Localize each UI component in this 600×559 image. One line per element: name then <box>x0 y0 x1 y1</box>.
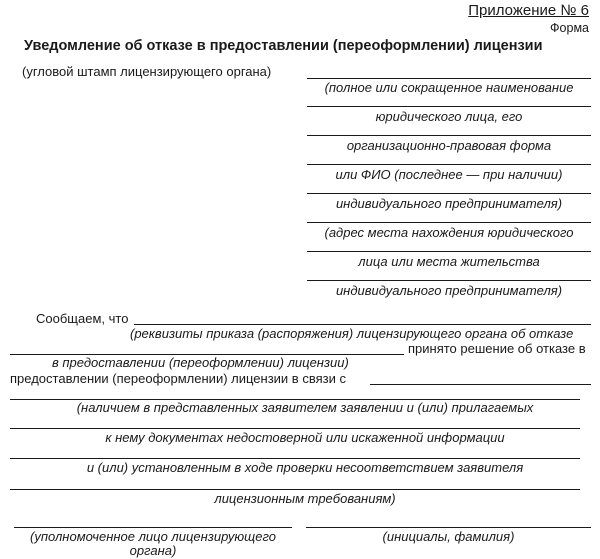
addressee-caption-2: юридического лица, его <box>375 109 523 124</box>
reason-caption-3: и (или) установленным в ходе проверки несоответствием заявителя <box>86 460 524 475</box>
official-caption-1: (уполномоченное лицо лицензирующего <box>30 529 276 544</box>
addressee-line-3 <box>307 135 591 136</box>
reason-caption-2: к нему документах недостоверной или искаженной информации <box>105 430 505 445</box>
addressee-line-1 <box>307 78 591 79</box>
addressee-caption-6: (адрес места нахождения юридического <box>324 225 574 240</box>
name-caption: (инициалы, фамилия) <box>382 529 515 544</box>
reason-caption-4: лицензионным требованиям) <box>214 491 396 506</box>
decision-text-2: предоставлении (переоформлении) лицензии в связи с <box>10 371 346 386</box>
inform-label: Сообщаем, что <box>36 311 129 326</box>
order-caption-2: в предоставлении (переоформлении) лицензии) <box>52 355 349 370</box>
addressee-line-6 <box>307 222 591 223</box>
addressee-caption-5: индивидуального предпринимателя) <box>335 196 563 211</box>
addressee-caption-7: лица или места жительства <box>358 254 540 269</box>
official-caption-2: органа) <box>129 543 177 558</box>
reason-line-3 <box>10 458 580 459</box>
addressee-caption-4: или ФИО (последнее — при наличии) <box>335 167 563 182</box>
addressee-caption-3: организационно-правовая форма <box>346 138 552 153</box>
addressee-line-7 <box>307 251 591 252</box>
order-line <box>134 324 591 325</box>
reason-line-2 <box>10 428 580 429</box>
addressee-line-5 <box>307 193 591 194</box>
addressee-caption-8: индивидуального предпринимателя) <box>335 283 563 298</box>
stamp-caption: (угловой штамп лицензирующего органа) <box>22 64 272 79</box>
addressee-line-8 <box>307 280 591 281</box>
official-signature-line <box>14 527 292 528</box>
addressee-line-2 <box>307 106 591 107</box>
name-signature-line <box>306 527 591 528</box>
document-title: Уведомление об отказе в предоставлении (переоформлении) лицензии <box>24 38 543 54</box>
addressee-caption-1: (полное или сокращенное наименование <box>324 80 574 95</box>
reason-line-4 <box>10 489 580 490</box>
appendix-label: Приложение № 6 <box>468 2 589 19</box>
form-label: Форма <box>550 21 589 35</box>
decision-text-1: принято решение об отказе в <box>408 341 586 356</box>
reason-caption-1: (наличием в представленных заявителем заявлении и (или) прилагаемых <box>76 400 534 415</box>
order-caption-1: (реквизиты приказа (распоряжения) лицензирующего органа об отказе <box>130 326 574 341</box>
reason-line-0 <box>370 384 591 385</box>
addressee-line-4 <box>307 164 591 165</box>
